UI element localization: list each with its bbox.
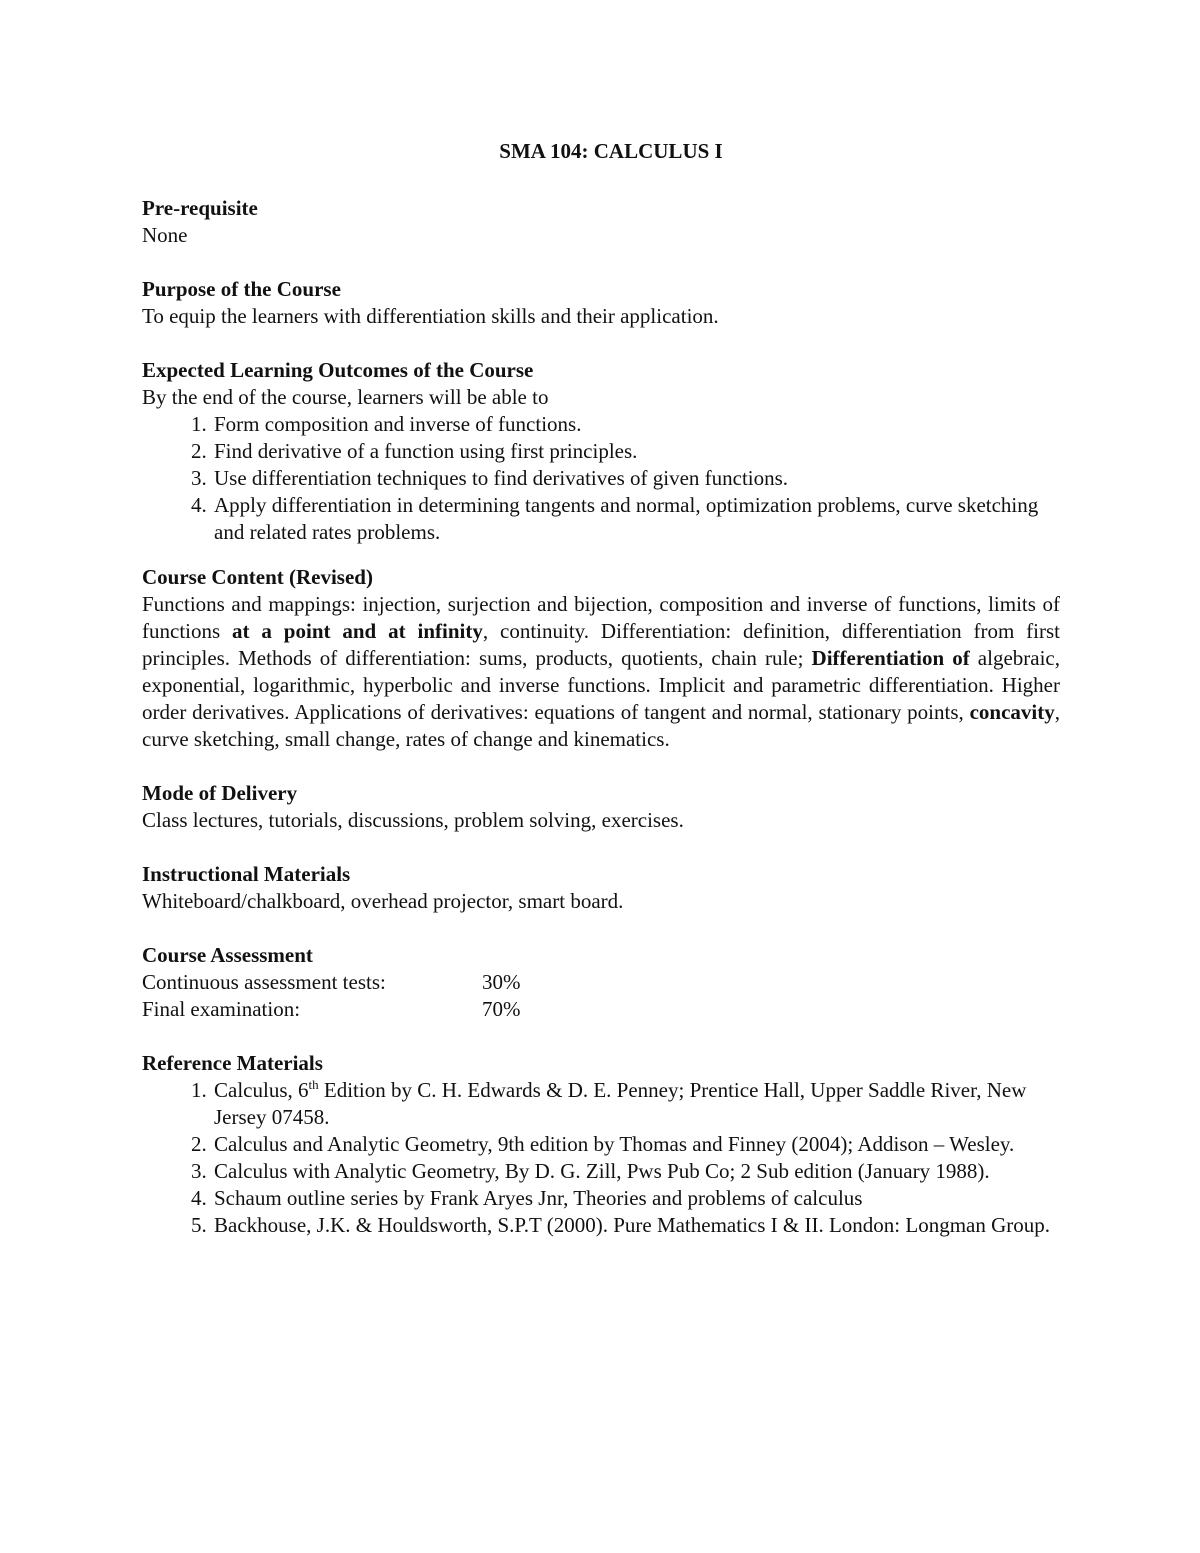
list-item: 3. Calculus with Analytic Geometry, By D. G. Zill, Pws Pub Co; 2 Sub edition (January 1988). bbox=[212, 1158, 1060, 1185]
reference-superscript: th bbox=[308, 1077, 319, 1092]
purpose-text: To equip the learners with differentiation skills and their application. bbox=[142, 304, 719, 328]
reference-text: Edition by C. H. Edwards & D. E. Penney; Prentice Hall, Upper Saddle River, New Jersey 07458. bbox=[214, 1078, 1027, 1129]
content-bold-segment: at a point and at infinity bbox=[232, 619, 483, 643]
prerequisite-text: None bbox=[142, 223, 188, 247]
outcomes-section bbox=[142, 357, 1060, 546]
content-text-segment: , continuity. Differentiation: definition, differentiation from first principles. Methods of differentiation: sums, products, quotients, chain rule; bbox=[142, 619, 1060, 670]
references-list bbox=[142, 1077, 1060, 1239]
syllabus-content bbox=[142, 138, 1060, 1266]
content-text-segment: , curve sketching, small change, rates of change and kinematics. bbox=[142, 700, 1060, 751]
assessment-section bbox=[142, 942, 1060, 1023]
references-heading: Reference Materials bbox=[142, 1051, 323, 1075]
content-text-segment: algebraic, exponential, logarithmic, hyperbolic and inverse functions. Implicit and parametric differentiation. Higher order derivatives. Applications of derivatives: equations of tangent and normal, stationary points, bbox=[142, 646, 1060, 724]
list-item: 1. Form composition and inverse of functions. bbox=[212, 411, 1060, 438]
content-section bbox=[142, 564, 1060, 753]
list-item: 3. Use differentiation techniques to find derivatives of given functions. bbox=[212, 465, 1060, 492]
content-heading: Course Content (Revised) bbox=[142, 565, 373, 589]
list-item: 4. Schaum outline series by Frank Aryes Jnr, Theories and problems of calculus bbox=[212, 1185, 1060, 1212]
assessment-value: 70% bbox=[482, 997, 521, 1021]
list-item: 2. Find derivative of a function using first principles. bbox=[212, 438, 1060, 465]
delivery-heading: Mode of Delivery bbox=[142, 781, 298, 805]
content-bold-segment: Differentiation of bbox=[811, 646, 970, 670]
prerequisite-section bbox=[142, 195, 1060, 249]
list-item bbox=[212, 1077, 1060, 1131]
purpose-section bbox=[142, 276, 1060, 330]
outcomes-intro: By the end of the course, learners will be able to bbox=[142, 385, 549, 409]
assessment-row bbox=[142, 996, 1060, 1023]
content-text-segment: Functions and mappings: injection, surjection and bijection, composition and inverse of functions, limits of functions bbox=[142, 592, 1060, 643]
outcomes-list bbox=[142, 411, 1060, 546]
list-item: 2. Calculus and Analytic Geometry, 9th edition by Thomas and Finney (2004); Addison – Wesley. bbox=[212, 1131, 1060, 1158]
prerequisite-heading: Pre-requisite bbox=[142, 196, 258, 220]
course-title: SMA 104: CALCULUS I bbox=[499, 139, 723, 163]
assessment-label: Continuous assessment tests: bbox=[142, 970, 386, 994]
materials-text: Whiteboard/chalkboard, overhead projector, smart board. bbox=[142, 889, 624, 913]
materials-heading: Instructional Materials bbox=[142, 862, 351, 886]
content-text bbox=[142, 591, 1060, 753]
reference-text: Calculus, 6 bbox=[214, 1078, 309, 1102]
materials-section bbox=[142, 861, 1060, 915]
delivery-section bbox=[142, 780, 1060, 834]
purpose-heading: Purpose of the Course bbox=[142, 277, 341, 301]
assessment-label: Final examination: bbox=[142, 997, 301, 1021]
list-item: 4. Apply differentiation in determining tangents and normal, optimization problems, curve sketching and related rates problems. bbox=[212, 492, 1060, 546]
assessment-heading: Course Assessment bbox=[142, 943, 313, 967]
assessment-row bbox=[142, 969, 1060, 996]
outcomes-heading: Expected Learning Outcomes of the Course bbox=[142, 358, 534, 382]
delivery-text: Class lectures, tutorials, discussions, problem solving, exercises. bbox=[142, 808, 684, 832]
assessment-value: 30% bbox=[482, 970, 521, 994]
references-section bbox=[142, 1050, 1060, 1239]
list-item: 5. Backhouse, J.K. & Houldsworth, S.P.T (2000). Pure Mathematics I & II. London: Longman Group. bbox=[212, 1212, 1060, 1239]
content-bold-segment: concavity bbox=[969, 700, 1055, 724]
